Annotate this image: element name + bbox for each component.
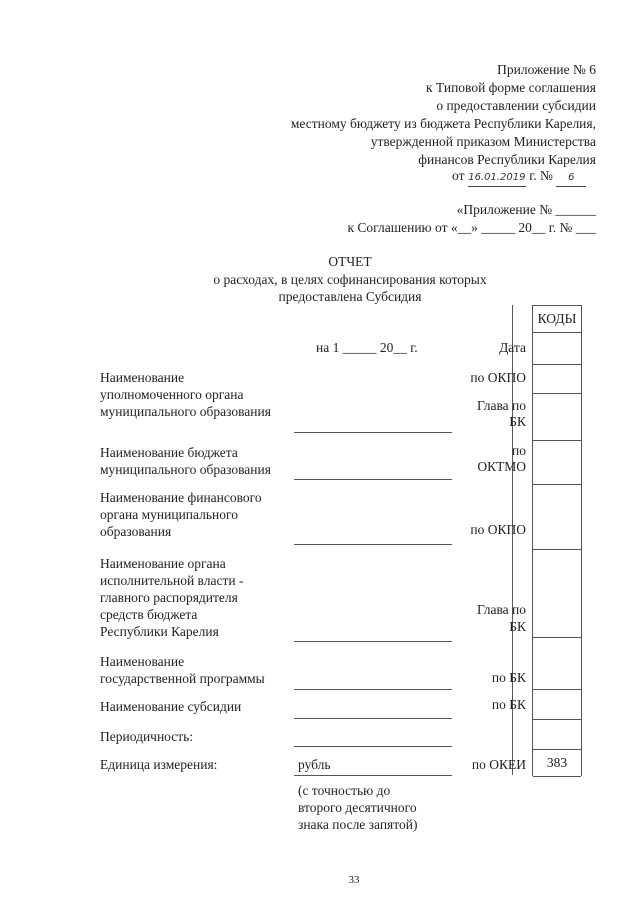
label-exec-body-1: Наименование органа xyxy=(100,556,226,571)
appendix-date-line xyxy=(452,168,586,187)
number-handwritten: 6 xyxy=(556,170,586,187)
code-label-glava-2a: Глава по xyxy=(476,602,526,617)
label-program-2: государственной программы xyxy=(100,671,265,686)
code-label-okei: по ОКЕИ xyxy=(471,757,526,772)
report-subtitle-1: о расходах, в целях софинансирования которых xyxy=(213,272,487,287)
label-finance-body-3: образования xyxy=(100,524,172,539)
code-period-cell[interactable] xyxy=(533,719,581,750)
label-authorized-body-3: муниципального образования xyxy=(100,404,271,419)
date-mid: г. № xyxy=(529,168,553,183)
label-exec-body-4: средств бюджета xyxy=(100,607,198,622)
code-bk1-cell[interactable] xyxy=(533,637,581,690)
precision-note-2: второго десятичного xyxy=(298,800,417,815)
label-unit: Единица измерения: xyxy=(100,757,218,772)
precision-note-1: (с точностью до xyxy=(298,783,391,798)
label-program-1: Наименование xyxy=(100,654,185,669)
report-subtitle-2: предоставлена Субсидия xyxy=(278,289,422,304)
field-program[interactable] xyxy=(294,689,452,690)
code-date-cell[interactable] xyxy=(533,332,581,365)
code-okei-cell: 383 xyxy=(533,749,581,777)
code-bk2-cell[interactable] xyxy=(533,689,581,720)
appendix-line-5: утвержденной приказом Министерства xyxy=(370,134,596,149)
label-authorized-body-1: Наименование xyxy=(100,370,185,385)
code-label-glava-1b: БК xyxy=(509,414,526,429)
label-exec-body-3: главного распорядителя xyxy=(100,590,238,605)
label-exec-body-2: исполнительной власти - xyxy=(100,573,244,588)
date-handwritten: 16.01.2019 xyxy=(468,170,526,187)
label-budget-2: муниципального образования xyxy=(100,462,271,477)
code-label-glava-1a: Глава по xyxy=(476,398,526,413)
agreement-ref-line-1: «Приложение № ______ xyxy=(456,202,596,217)
appendix-line-6: финансов Республики Карелия xyxy=(418,152,596,167)
label-authorized-body-2: уполномоченного органа xyxy=(100,387,244,402)
code-label-bk-2: по БК xyxy=(491,697,526,712)
label-periodicity: Периодичность: xyxy=(100,729,194,744)
appendix-line-4: местному бюджету из бюджета Республики Карелия, xyxy=(290,116,596,131)
label-budget-1: Наименование бюджета xyxy=(100,445,238,460)
appendix-line-3: о предоставлении субсидии xyxy=(436,98,596,113)
code-label-oktmo-b: ОКТМО xyxy=(477,459,526,474)
codes-table xyxy=(532,305,582,776)
label-finance-body-1: Наименование финансового xyxy=(100,490,262,505)
field-periodicity[interactable] xyxy=(294,746,452,747)
report-title: ОТЧЕТ xyxy=(328,254,372,269)
code-glava2-cell[interactable] xyxy=(533,549,581,638)
date-prefix: от xyxy=(452,168,465,183)
field-finance-body[interactable] xyxy=(294,544,452,545)
code-okpo2-cell[interactable] xyxy=(533,484,581,550)
agreement-ref-line-2: к Соглашению от «__» _____ 20__ г. № ___ xyxy=(347,220,596,235)
label-subsidy: Наименование субсидии xyxy=(100,699,242,714)
field-authorized-body[interactable] xyxy=(294,432,452,433)
label-exec-body-5: Республики Карелия xyxy=(100,624,219,639)
appendix-line-2: к Типовой форме соглашения xyxy=(426,80,596,95)
field-exec-body[interactable] xyxy=(294,641,452,642)
precision-note-3: знака после запятой) xyxy=(298,817,418,832)
code-label-okpo-1: по ОКПО xyxy=(470,370,526,385)
field-budget[interactable] xyxy=(294,479,452,480)
code-glava1-cell[interactable] xyxy=(533,393,581,441)
field-unit xyxy=(294,775,452,776)
code-label-glava-2b: БК xyxy=(509,619,526,634)
unit-value: рубль xyxy=(298,757,331,772)
codes-header: КОДЫ xyxy=(533,306,581,333)
field-subsidy[interactable] xyxy=(294,718,452,719)
label-finance-body-2: органа муниципального xyxy=(100,507,238,522)
code-label-okpo-2: по ОКПО xyxy=(470,522,526,537)
code-label-bk-1: по БК xyxy=(491,670,526,685)
appendix-line-1: Приложение № 6 xyxy=(497,62,596,77)
code-label-date: Дата xyxy=(499,340,526,355)
code-oktmo-cell[interactable] xyxy=(533,440,581,485)
report-date-line: на 1 _____ 20__ г. xyxy=(316,340,418,355)
code-label-oktmo-a: по xyxy=(512,443,526,458)
page-number: 33 xyxy=(348,874,360,886)
code-okpo1-cell[interactable] xyxy=(533,364,581,394)
